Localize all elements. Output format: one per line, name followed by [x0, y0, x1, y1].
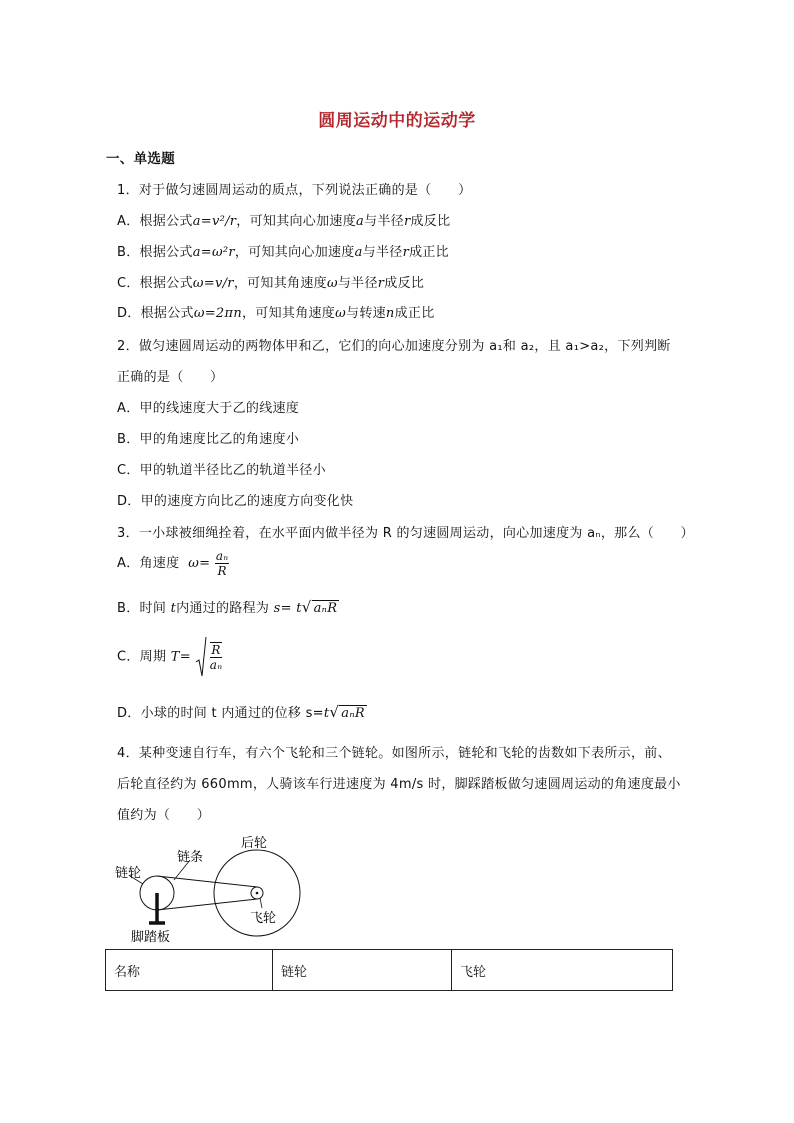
q2-option-d: D．甲的速度方向比乙的速度方向变化快	[117, 494, 354, 509]
table-header-cell: 链轮	[273, 950, 452, 991]
label-chain: 链条	[177, 850, 204, 865]
q2-stem-line1: 2．做匀速圆周运动的两物体甲和乙，它们的向心加速度分别为 a₁和 a₂，且 a₁>a₂，下列判断	[117, 339, 671, 354]
q4-stem-line1: 4．某种变速自行车，有六个飞轮和三个链轮。如图所示，链轮和飞轮的齿数如下表所示，前、	[117, 746, 671, 761]
section-heading: 一、单选题	[106, 151, 175, 167]
gear-teeth-table	[105, 949, 673, 991]
label-pedal: 脚踏板	[131, 930, 171, 945]
table-header-cell: 名称	[106, 950, 273, 991]
q3-option-c: C．周期 T= $\frac{R}{\text{aₙ}}$	[117, 636, 222, 678]
q1-option-d: D．根据公式ω=2πn，可知其角速度ω与转速n成正比	[117, 306, 435, 321]
q3-stem: 3．一小球被细绳拴着，在水平面内做半径为 R 的匀速圆周运动，向心加速度为 aₙ，那么（ ）	[117, 526, 694, 541]
label-flywheel: 飞轮	[250, 911, 277, 926]
q2-option-b: B．甲的角速度比乙的角速度小	[117, 432, 300, 447]
q1-stem: 1．对于做匀速圆周运动的质点，下列说法正确的是（ ）	[117, 183, 472, 198]
q4-stem-line2: 后轮直径约为 660mm，人骑该车行进速度为 4m/s 时，脚踩踏板做匀速圆周运动的角速度最小	[117, 777, 681, 792]
q2-stem-line2: 正确的是（ ）	[117, 370, 224, 385]
page-title: 圆周运动中的运动学	[318, 111, 476, 131]
bicycle-drive-diagram	[110, 828, 330, 948]
q1-option-c: C．根据公式ω=v/r，可知其角速度ω与半径r成反比	[117, 276, 425, 291]
q3-option-a: A．角速度 ω= $\frac{\text{aₙ}}{R}$	[117, 549, 229, 578]
q3-option-d: D．小球的时间 t 内通过的位移 s=t√ aₙR	[117, 703, 365, 721]
table-header-row	[106, 950, 673, 991]
q1-option-b: B．根据公式a=ω²r，可知其向心加速度a与半径r成正比	[117, 245, 449, 260]
table-header-cell: 飞轮	[452, 950, 673, 991]
label-chainring: 链轮	[115, 866, 142, 881]
q2-option-a: A．甲的线速度大于乙的线速度	[117, 401, 300, 416]
q2-option-c: C．甲的轨道半径比乙的轨道半径小	[117, 463, 326, 478]
sqrt-sign-icon	[195, 636, 207, 678]
label-rear-wheel: 后轮	[241, 836, 268, 851]
q1-option-a: A．根据公式a=v²/r，可知其向心加速度a与半径r成反比	[117, 214, 451, 229]
q4-stem-line3: 值约为（ ）	[117, 808, 211, 823]
q3-option-b: B．时间 t内通过的路程为 s= t√ aₙR	[117, 598, 338, 616]
